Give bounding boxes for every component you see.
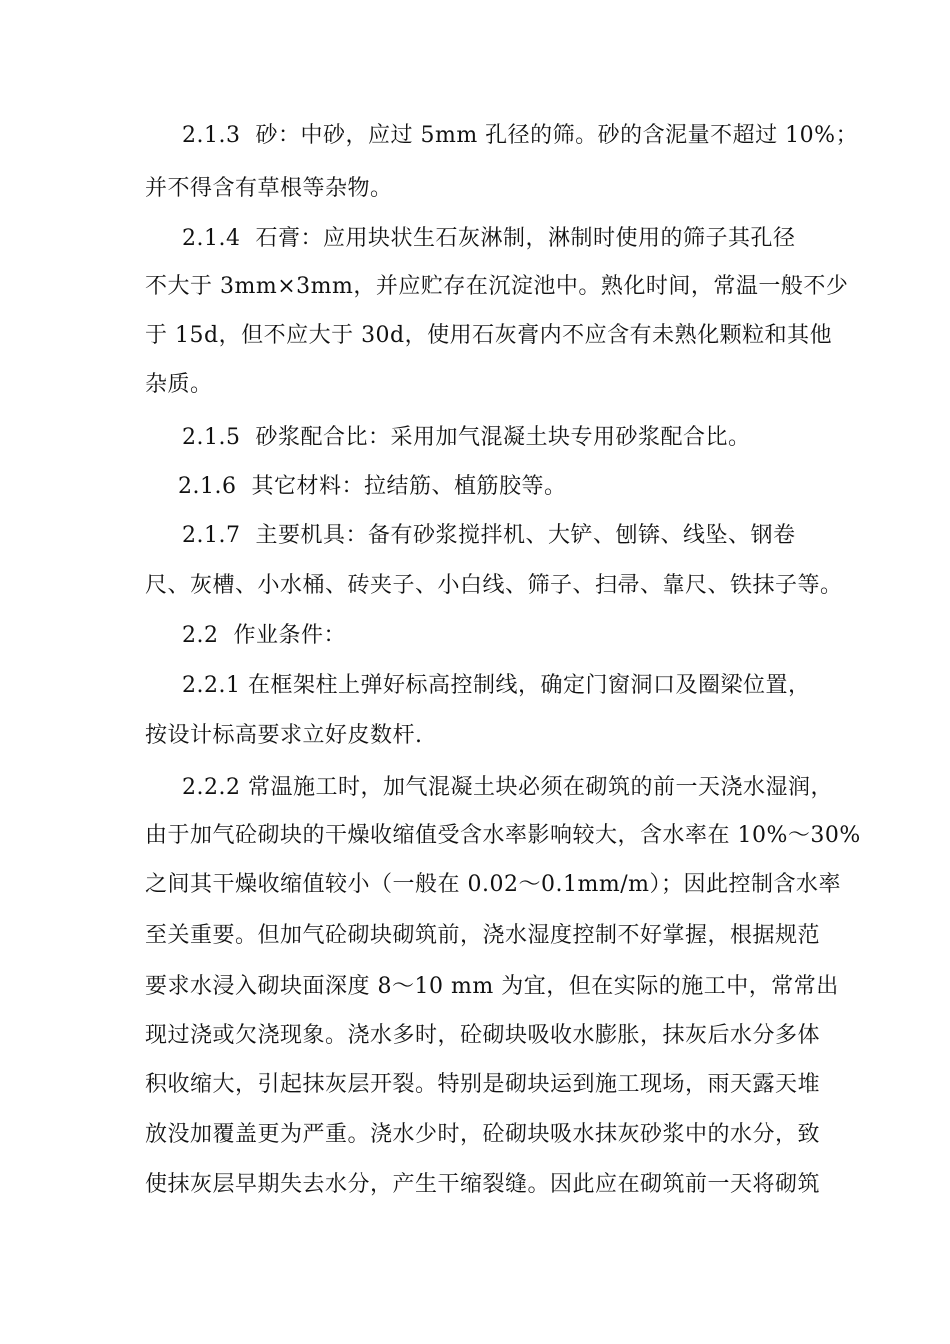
text-line: 杂质。 (145, 372, 213, 397)
text-line: 之间其干燥收缩值较小（一般在 0.02～0.1mm/m）；因此控制含水率 (145, 872, 841, 897)
text-line: 使抹灰层早期失去水分，产生干缩裂缝。因此应在砌筑前一天将砌筑 (145, 1172, 821, 1197)
text-line: 2.1.3 砂：中砂，应过 5mm 孔径的筛。砂的含泥量不超过 10%； (182, 123, 859, 148)
text-line: 尺、灰槽、小水桶、砖夹子、小白线、筛子、扫帚、靠尺、铁抹子等。 (145, 573, 843, 598)
text-line: 由于加气砼砌块的干燥收缩值受含水率影响较大，含水率在 10%～30% (145, 823, 861, 848)
text-line: 于 15d，但不应大于 30d，使用石灰膏内不应含有未熟化颗粒和其他 (145, 323, 833, 348)
text-line: 2.1.4 石膏：应用块状生石灰淋制，淋制时使用的筛子其孔径 (182, 226, 796, 251)
text-line: 按设计标高要求立好皮数杆. (145, 723, 423, 748)
text-line: 2.2 作业条件： (182, 623, 346, 648)
text-line: 要求水浸入砌块面深度 8～10 mm 为宜，但在实际的施工中，常常出 (145, 974, 839, 999)
text-line: 2.2.2 常温施工时，加气混凝土块必须在砌筑的前一天浇水湿润， (182, 775, 833, 800)
text-line: 现过浇或欠浇现象。浇水多时，砼砌块吸收水膨胀，抹灰后水分多体 (145, 1023, 821, 1048)
text-line: 2.2.1 在框架柱上弹好标高控制线，确定门窗洞口及圈梁位置， (182, 673, 811, 698)
text-line: 2.1.6 其它材料：拉结筋、植筋胶等。 (178, 474, 567, 499)
text-line: 2.1.7 主要机具：备有砂浆搅拌机、大铲、刨锛、线坠、钢卷 (182, 523, 796, 548)
text-line: 不大于 3mm×3mm，并应贮存在沉淀池中。熟化时间，常温一般不少 (145, 274, 849, 299)
text-line: 2.1.5 砂浆配合比：采用加气混凝土块专用砂浆配合比。 (182, 425, 751, 450)
text-line: 放没加覆盖更为严重。浇水少时，砼砌块吸水抹灰砂浆中的水分，致 (145, 1122, 821, 1147)
text-line: 积收缩大，引起抹灰层开裂。特别是砌块运到施工现场，雨天露天堆 (145, 1072, 821, 1097)
text-line: 至关重要。但加气砼砌块砌筑前，浇水湿度控制不好掌握，根据规范 (145, 923, 821, 948)
text-line: 并不得含有草根等杂物。 (145, 176, 393, 201)
